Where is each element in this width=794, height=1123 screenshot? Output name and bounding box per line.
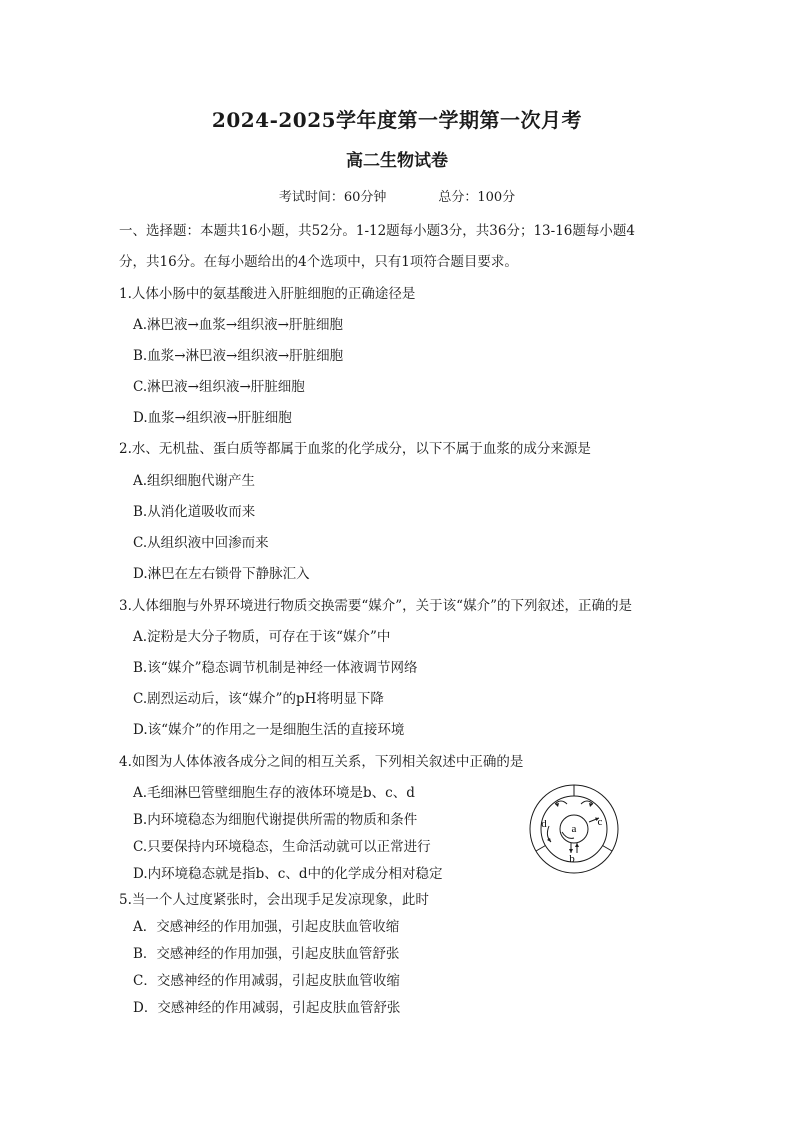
question-2-option-b: B.从消化道吸收而来 [133,504,256,520]
question-4-option-c: C.只要保持内环境稳态，生命活动就可以正常进行 [133,839,431,855]
question-2-stem: 2.水、无机盐、蛋白质等都属于血浆的化学成分，以下不属于血浆的成分来源是 [119,441,591,457]
question-5-option-c: C．交感神经的作用减弱，引起皮肤血管收缩 [133,973,400,989]
question-1-option-a: A.淋巴液→血浆→组织液→肝脏细胞 [133,317,343,333]
arrow-top-right [581,801,593,804]
question-5-option-a: A．交感神经的作用加强，引起皮肤血管收缩 [133,919,400,935]
question-4-option-b: B.内环境稳态为细胞代谢提供所需的物质和条件 [133,812,418,828]
question-4-stem: 4.如图为人体体液各成分之间的相互关系，下列相关叙述中正确的是 [119,754,524,770]
arrowhead-bottom-right [575,843,579,847]
body-fluid-diagram [527,782,621,876]
exam-time: 考试时间：60分钟 [278,190,387,205]
question-2-option-a: A.组织细胞代谢产生 [133,473,256,489]
label-d: d [541,818,547,830]
divider-left [536,846,546,852]
arrow-top-left [555,801,567,804]
question-3-option-a: A.淀粉是大分子物质，可存在于该“媒介”中 [133,629,391,645]
question-1-option-b: B.血浆→淋巴液→组织液→肝脏细胞 [133,348,344,364]
label-c: c [597,816,603,828]
question-5-option-d: D．交感神经的作用减弱，引起皮肤血管舒张 [133,1000,401,1016]
question-5-option-b: B．交感神经的作用加强，引起皮肤血管舒张 [133,946,400,962]
question-2-option-c: C.从组织液中回渗而来 [133,535,269,551]
question-3-option-c: C.剧烈运动后，该“媒介”的pH将明显下降 [133,691,384,707]
question-3-option-b: B.该“媒介”稳态调节机制是神经一体液调节网络 [133,660,418,676]
exam-subtitle: 高二生物试卷 [346,151,448,171]
question-1-option-c: C.淋巴液→组织液→肝脏细胞 [133,379,305,395]
question-5-stem: 5.当一个人过度紧张时，会出现手足发凉现象，此时 [119,892,429,908]
divider-right [603,846,613,852]
question-3-option-d: D.该“媒介”的作用之一是细胞生活的直接环境 [133,722,405,738]
question-4-option-a: A.毛细淋巴管壁细胞生存的液体环境是b、c、d [133,785,415,801]
section-intro-line2: 分，共16分。在每小题给出的4个选项中，只有1项符合题目要求。 [119,254,518,270]
exam-meta [0,186,794,205]
question-1-option-d: D.血浆→组织液→肝脏细胞 [133,410,292,426]
exam-title: 2024-2025学年度第一学期第一次月考 [211,108,583,132]
total-score: 总分：100分 [438,190,516,205]
section-intro-line1: 一、选择题：本题共16小题，共52分。1-12题每小题3分，共36分；13-16题每小题4 [119,223,635,239]
question-1-stem: 1.人体小肠中的氨基酸进入肝脏细胞的正确途径是 [119,286,416,302]
question-2-option-d: D.淋巴在左右锁骨下静脉汇入 [133,566,310,582]
label-b: b [569,853,575,865]
question-4-option-d: D.内环境稳态就是指b、c、d中的化学成分相对稳定 [133,866,443,882]
label-a: a [571,823,577,835]
question-3-stem: 3.人体细胞与外界环境进行物质交换需要“媒介”，关于该“媒介”的下列叙述，正确的是 [119,598,632,614]
